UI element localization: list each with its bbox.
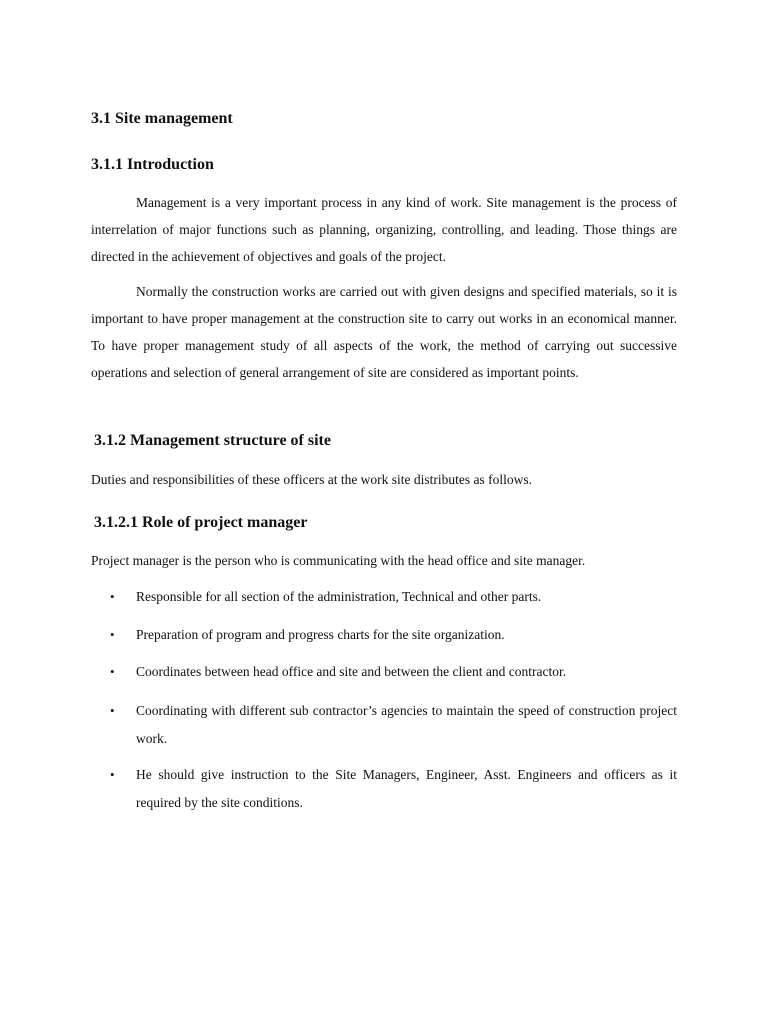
list-item bbox=[110, 761, 677, 817]
bullet-icon: • bbox=[110, 664, 115, 679]
list-item-text: He should give instruction to the Site Managers, Engineer, Asst. Engineers and officers as it required by the site conditions. bbox=[136, 767, 677, 810]
structure-text: Duties and responsibilities of these officers at the work site distributes as follows. bbox=[91, 472, 533, 487]
list-item-text: Preparation of program and progress charts for the site organization. bbox=[136, 627, 505, 642]
bullet-icon: • bbox=[110, 627, 115, 642]
section-heading: 3.1 Site management bbox=[91, 110, 233, 127]
structure-heading: 3.1.2 Management structure of site bbox=[94, 432, 331, 449]
list-item-text: Responsible for all section of the administration, Technical and other parts. bbox=[136, 589, 542, 604]
role-text: Project manager is the person who is communicating with the head office and site manager. bbox=[91, 553, 586, 568]
list-item bbox=[110, 658, 677, 686]
bullet-icon: • bbox=[110, 767, 115, 782]
list-item bbox=[110, 621, 677, 649]
list-item-text: Coordinates between head office and site and between the client and contractor. bbox=[136, 664, 567, 679]
list-item-text: Coordinating with different sub contractor’s agencies to maintain the speed of construction project work. bbox=[136, 703, 677, 746]
intro-paragraph-1: Management is a very important process in any kind of work. Site management is the process of interrelation of major functions such as planning, organizing, controlling, and leading. Those things are directed in the achievement of objectives and goals of the project. bbox=[91, 195, 677, 264]
intro-heading: 3.1.1 Introduction bbox=[91, 156, 214, 173]
list-item bbox=[110, 697, 677, 753]
bullet-icon: • bbox=[110, 703, 115, 718]
role-heading: 3.1.2.1 Role of project manager bbox=[94, 514, 308, 531]
intro-paragraph-2: Normally the construction works are carried out with given designs and specified materials, so it is important to have proper management at the construction site to carry out works in an economical manner. To have proper management study of all aspects of the work, the method of carrying out successive operations and selection of general arrangement of site are considered as important points. bbox=[91, 284, 677, 380]
bullet-icon: • bbox=[110, 589, 115, 604]
list-item bbox=[110, 583, 677, 611]
